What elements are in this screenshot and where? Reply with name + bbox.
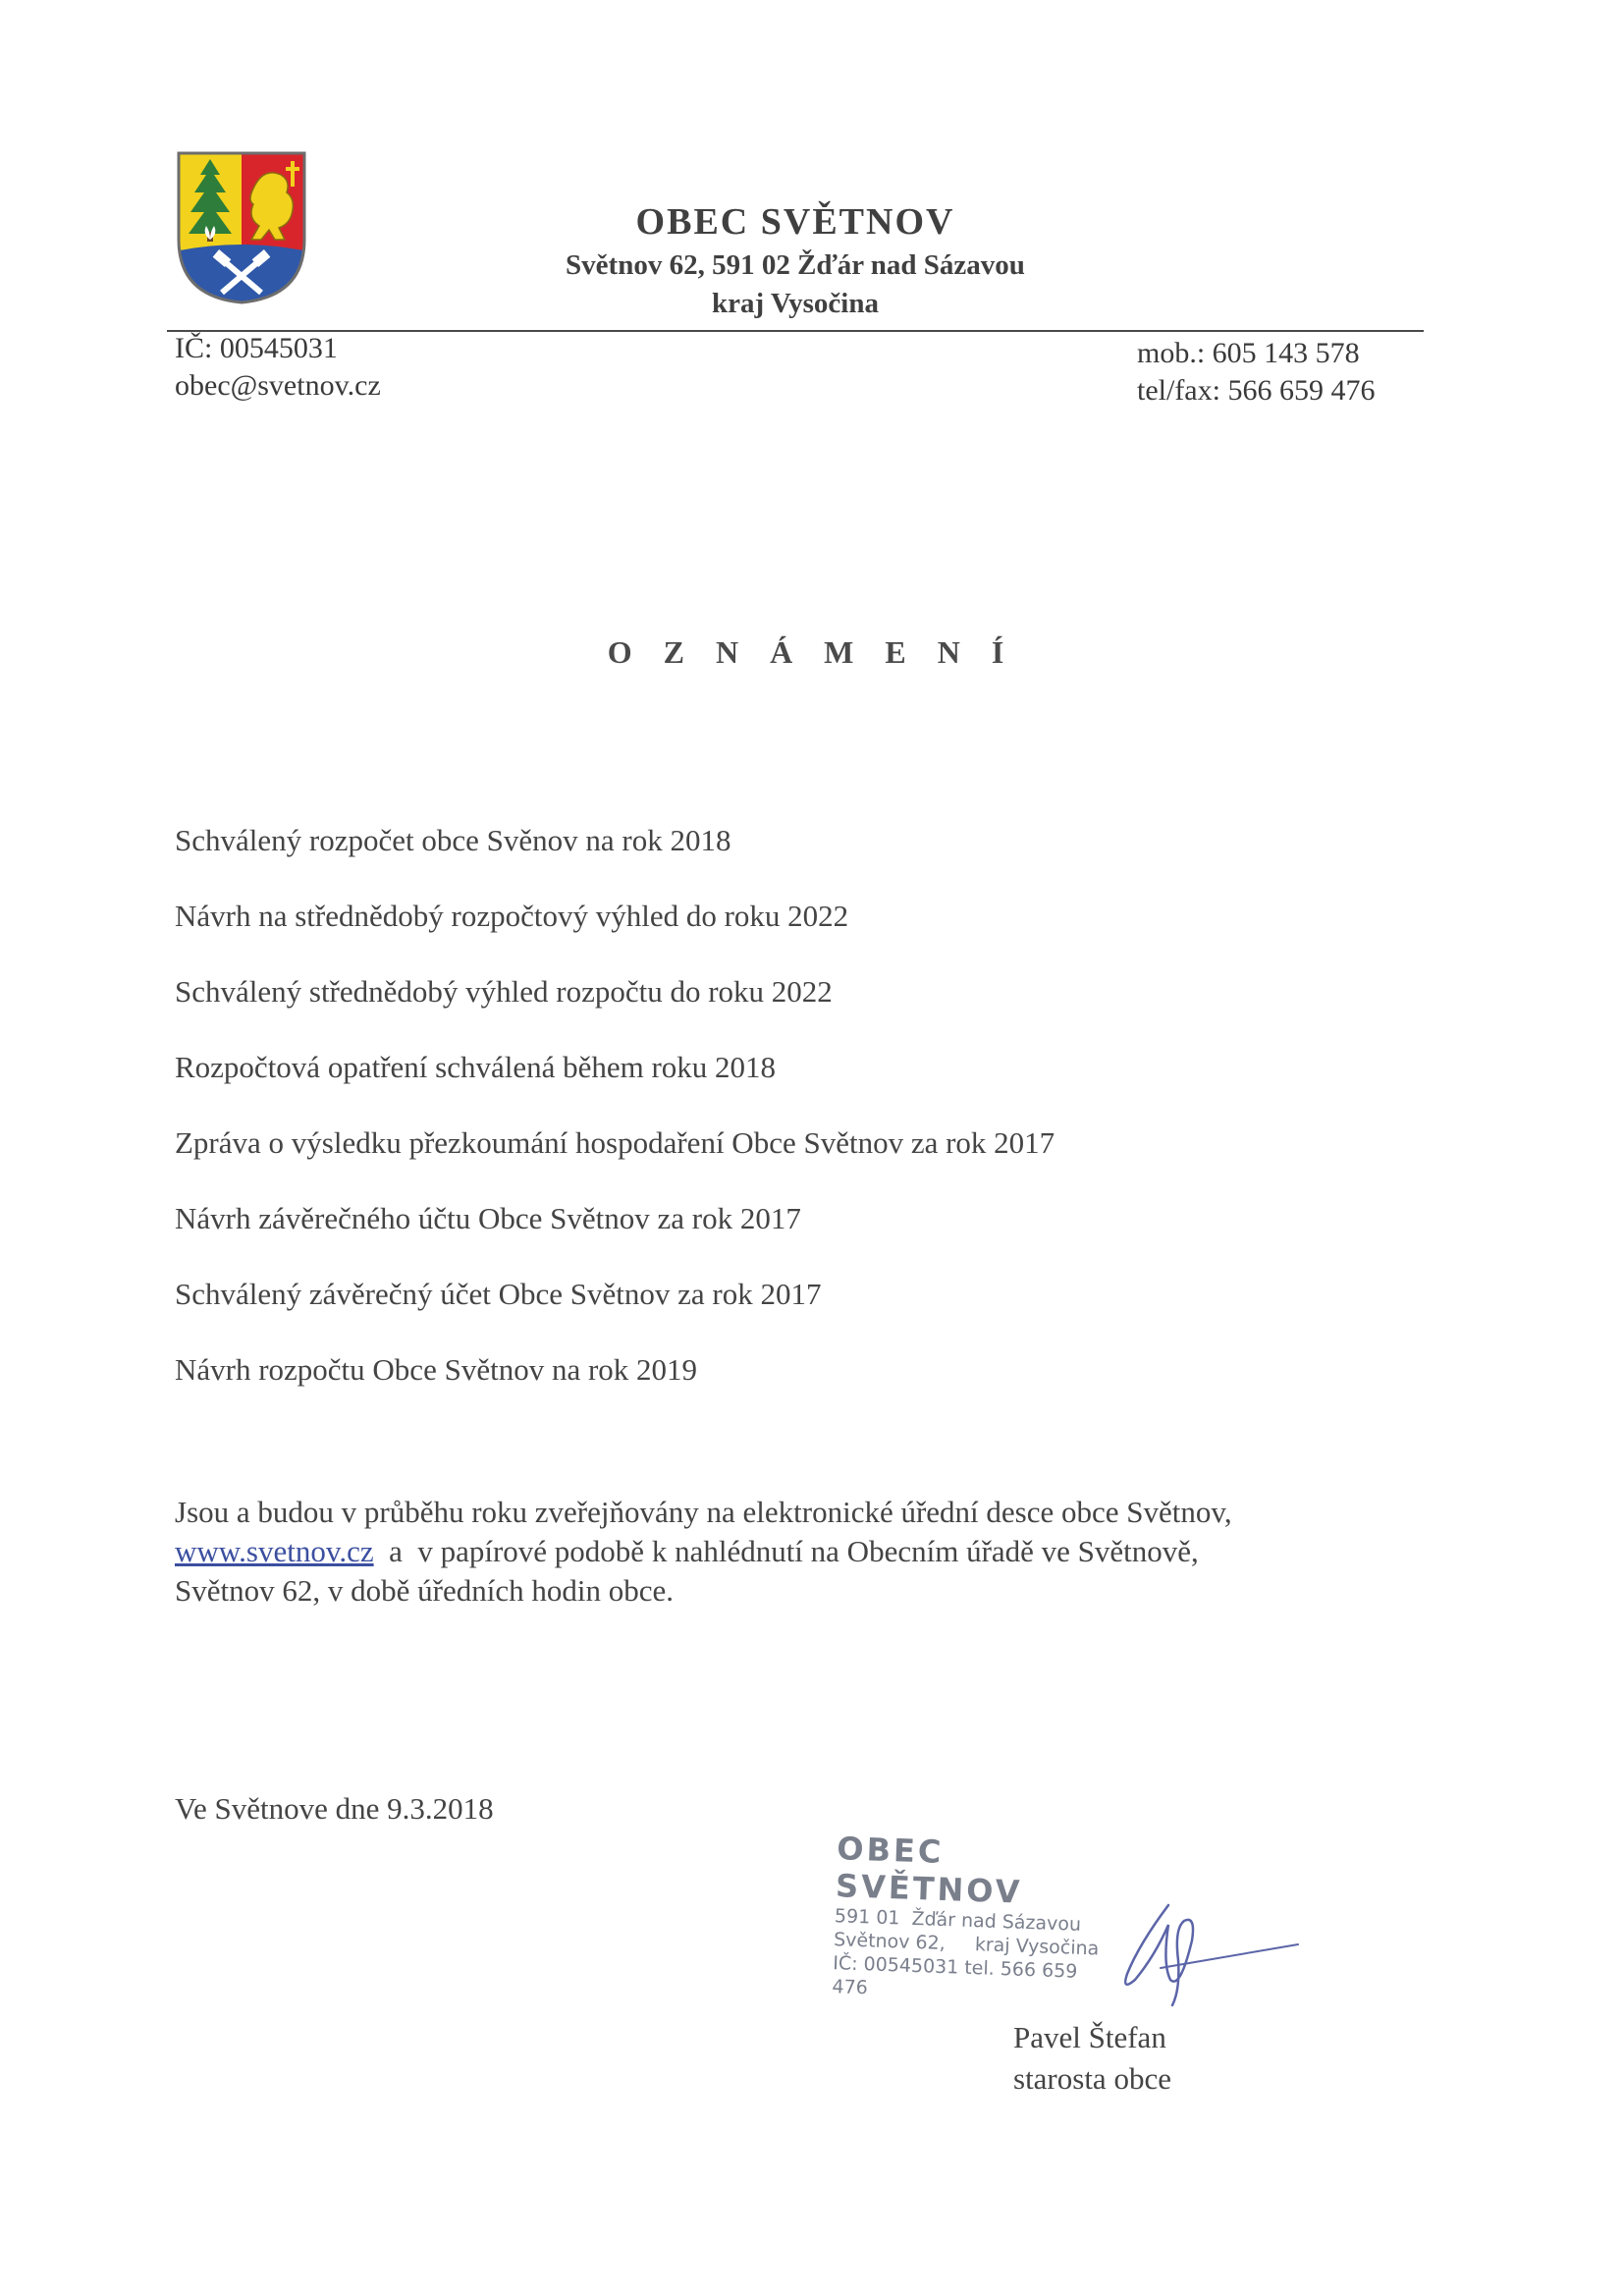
paragraph-text: Jsou a budou v průběhu roku zveřejňovány na elektronické úřední desce obce Světnov,	[175, 1495, 1232, 1529]
document-title: O Z N Á M E N Í	[607, 634, 1016, 670]
stamp-line: 591 01 Žďár nad Sázavou	[834, 1905, 1082, 1936]
mobile-number: mob.: 605 143 578	[1137, 337, 1360, 369]
paragraph-text: Světnov 62, v době úředních hodin obce.	[175, 1573, 674, 1608]
list-item: Schválený střednědobý výhled rozpočtu do roku 2022	[175, 974, 833, 1009]
signature-icon	[1100, 1886, 1306, 2013]
notice-items-list	[175, 821, 1055, 1426]
list-item: Zpráva o výsledku přezkoumání hospodaření Obce Světnov za rok 2017	[175, 1125, 1055, 1160]
list-item: Návrh na střednědobý rozpočtový výhled do roku 2022	[175, 899, 849, 933]
signer-block	[1013, 2017, 1171, 2100]
publication-paragraph	[175, 1493, 1353, 1611]
list-item: Schválený závěrečný účet Obce Světnov za rok 2017	[175, 1277, 822, 1311]
tel-fax-number: tel/fax: 566 659 476	[1137, 374, 1376, 407]
list-item: Rozpočtová opatření schválená během roku 2018	[175, 1050, 777, 1084]
list-item: Návrh závěrečného účtu Obce Světnov za rok 2017	[175, 1201, 801, 1235]
official-stamp	[832, 1830, 1112, 2008]
signer-role: starosta obce	[1013, 2061, 1171, 2096]
paragraph-text: a v papírové podobě k nahlédnutí na Obecním úřadě ve Světnově,	[373, 1534, 1199, 1568]
stamp-line: IČ: 00545031 tel. 566 659 476	[832, 1952, 1078, 1999]
municipality-title: OBEC SVĚTNOV	[635, 201, 955, 243]
date-line: Ve Světnove dne 9.3.2018	[175, 1791, 494, 1826]
coat-of-arms-icon	[175, 149, 308, 304]
website-link[interactable]: www.svetnov.cz	[175, 1534, 374, 1568]
email-address: obec@svetnov.cz	[175, 369, 381, 402]
company-id: IČ: 00545031	[175, 332, 338, 364]
list-item: Návrh rozpočtu Obce Světnov na rok 2019	[175, 1352, 698, 1387]
municipality-region: kraj Vysočina	[711, 288, 879, 319]
stamp-line: OBEC SVĚTNOV	[835, 1830, 1024, 1911]
list-item: Schválený rozpočet obce Svěnov na rok 2018	[175, 823, 731, 857]
header-divider	[167, 330, 1424, 332]
signer-name: Pavel Štefan	[1013, 2020, 1166, 2054]
municipality-address: Světnov 62, 591 02 Žďár nad Sázavou	[566, 249, 1025, 281]
stamp-line: Světnov 62, kraj Vysočina	[833, 1929, 1100, 1960]
